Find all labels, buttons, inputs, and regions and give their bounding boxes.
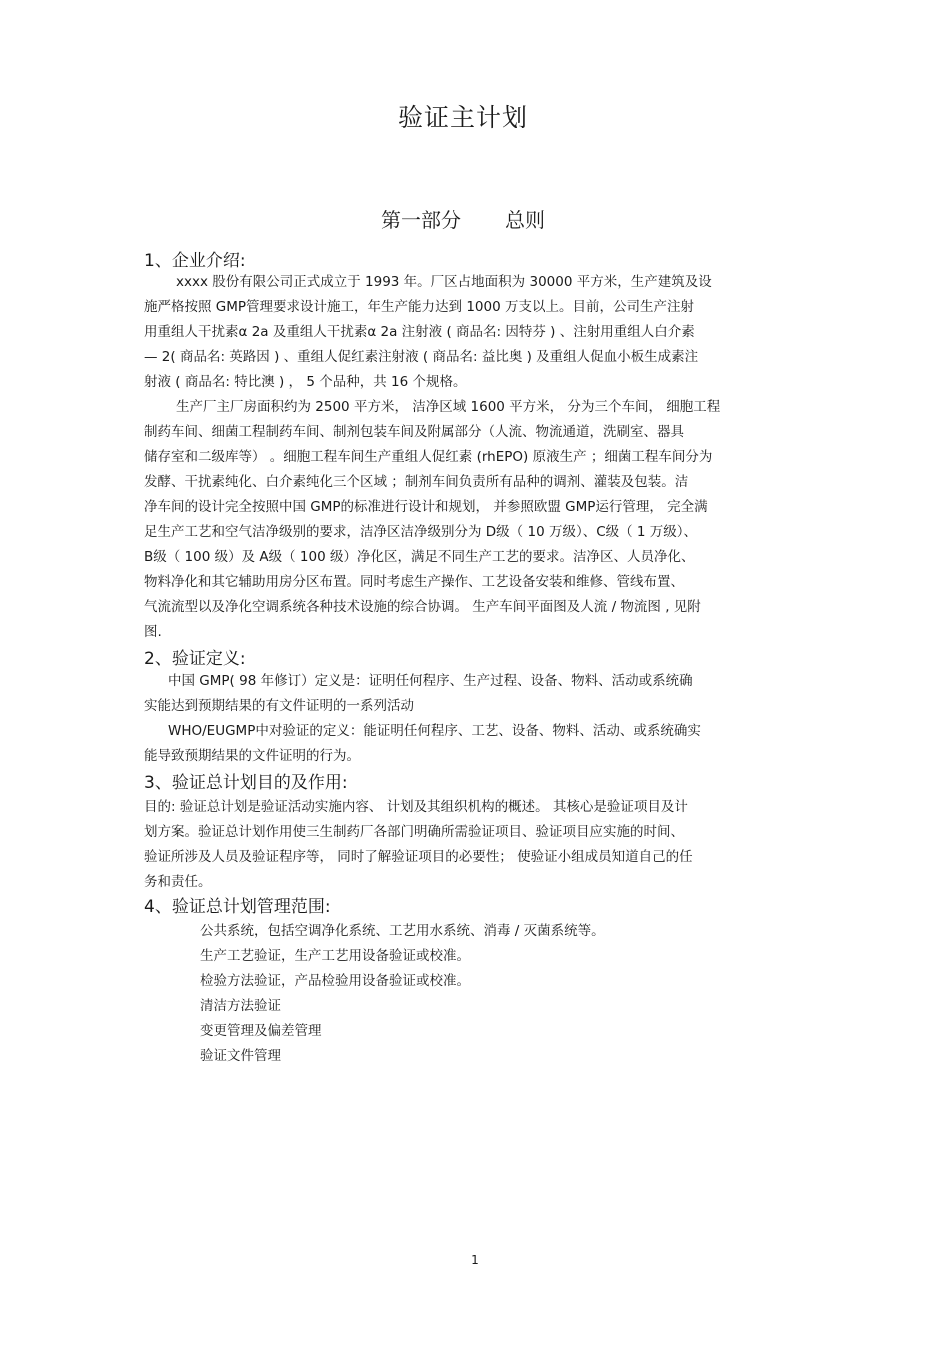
- list-item: 公共系统，包括空调净化系统、工艺用水系统、消毒 / 灭菌系统等。: [200, 923, 605, 939]
- paragraph-line: 储存室和二级库等） 。细胞工程车间生产重组人促红素 (rhEPO) 原液生产 ；细菌工程车间分为: [144, 449, 713, 465]
- paragraph-line: 目的: 验证总计划是验证活动实施内容、 计划及其组织机构的概述。 其核心是验证项目及计: [144, 799, 688, 815]
- section-heading: 4、验证总计划管理范围:: [144, 897, 331, 917]
- paragraph-line: 制药车间、细菌工程制药车间、制剂包装车间及附属部分（人流、物流通道，洗刷室、器具: [144, 424, 684, 440]
- part-name: 总则: [505, 208, 545, 232]
- part-heading: [0, 204, 926, 233]
- list-item: 检验方法验证，产品检验用设备验证或校准。: [200, 973, 470, 989]
- section-heading: 3、验证总计划目的及作用:: [144, 773, 348, 793]
- list-item: 变更管理及偏差管理: [200, 1023, 322, 1039]
- paragraph-line: WHO/EUGMP中对验证的定义：能证明任何程序、工艺、设备、物料、活动、或系统确实: [168, 723, 701, 739]
- paragraph-line: 图.: [144, 624, 162, 640]
- list-item: 清洁方法验证: [200, 998, 281, 1014]
- paragraph-line: B级（ 100 级）及 A级（ 100 级）净化区，满足不同生产工艺的要求。洁净区、人员净化、: [144, 549, 695, 565]
- paragraph-line: 验证所涉及人员及验证程序等， 同时了解验证项目的必要性； 使验证小组成员知道自己的任: [144, 849, 693, 865]
- paragraph-line: 净车间的设计完全按照中国 GMP的标准进行设计和规划， 并参照欧盟 GMP运行管理， 完全满: [144, 499, 708, 515]
- paragraph-line: 发酵、干扰素纯化、白介素纯化三个区域 ；制剂车间负责所有品种的调剂、灌装及包装。洁: [144, 474, 689, 490]
- paragraph-line: 足生产工艺和空气洁净级别的要求，洁净区洁净级别分为 D级（ 10 万级）、C级（ 1 万级）、: [144, 524, 698, 540]
- paragraph-line: 能导致预期结果的文件证明的行为。: [144, 748, 360, 764]
- paragraph-line: 生产厂主厂房面积约为 2500 平方米， 洁净区域 1600 平方米， 分为三个车间， 细胞工程: [176, 399, 721, 415]
- paragraph-line: 务和责任。: [144, 874, 212, 890]
- paragraph-line: 用重组人干扰素α 2a 及重组人干扰素α 2a 注射液 ( 商品名: 因特芬 ) 、注射用重组人白介素: [144, 324, 695, 340]
- document-title: 验证主计划: [397, 103, 528, 132]
- list-item: 验证文件管理: [200, 1048, 281, 1064]
- page-number: 1: [471, 1253, 479, 1267]
- paragraph-line: 施严格按照 GMP管理要求设计施工，年生产能力达到 1000 万支以上。目前，公司生产注射: [144, 299, 694, 315]
- paragraph-line: 射液 ( 商品名: 特比澳 ) ， 5 个品种，共 16 个规格。: [144, 374, 467, 390]
- paragraph-line: 实能达到预期结果的有文件证明的一系列活动: [144, 698, 414, 714]
- list-item: 生产工艺验证，生产工艺用设备验证或校准。: [200, 948, 470, 964]
- section-heading: 2、验证定义:: [144, 649, 246, 669]
- part-label: 第一部分: [381, 208, 461, 232]
- paragraph-line: xxxx 股份有限公司正式成立于 1993 年。厂区占地面积为 30000 平方米，生产建筑及设: [176, 274, 712, 290]
- paragraph-line: 中国 GMP( 98 年修订）定义是：证明任何程序、生产过程、设备、物料、活动或系统确: [168, 673, 693, 689]
- paragraph-line: 划方案。验证总计划作用使三生制药厂各部门明确所需验证项目、验证项目应实施的时间、: [144, 824, 684, 840]
- paragraph-line: 气流流型以及净化空调系统各种技术设施的综合协调。 生产车间平面图及人流 / 物流图 , 见附: [144, 599, 701, 615]
- paragraph-line: 物料净化和其它辅助用房分区布置。同时考虑生产操作、工艺设备安装和维修、管线布置、: [144, 574, 684, 590]
- paragraph-line: — 2( 商品名: 英路因 ) 、重组人促红素注射液 ( 商品名: 益比奥 ) 及重组人促血小板生成素注: [144, 349, 699, 365]
- section-heading: 1、企业介绍:: [144, 251, 246, 271]
